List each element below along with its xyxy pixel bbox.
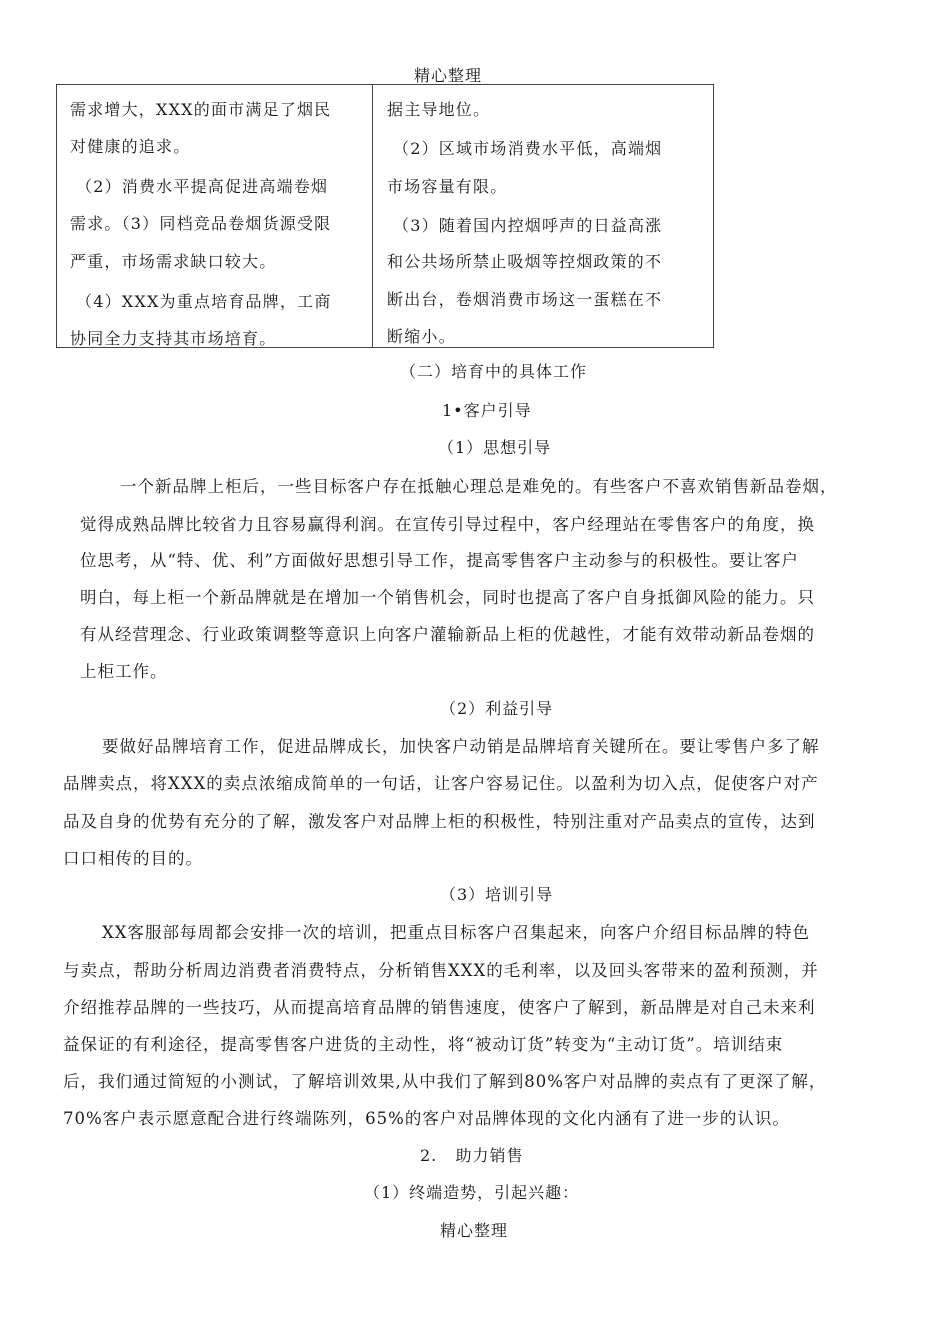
table-cell-line: 需求。（3）同档竞品卷烟货源受限 — [70, 214, 332, 233]
paragraph-line: 与卖点，帮助分析周边消费者消费特点，分析销售XXX的毛利率，以及回头客带来的盈利预测，并 — [63, 961, 819, 980]
paragraph-line: 一个新品牌上柜后，一些目标客户存在抵触心理总是难免的。有些客户不喜欢销售新品卷烟， — [120, 477, 838, 496]
paragraph-line: 觉得成熟品牌比较省力且容易赢得利润。在宣传引导过程中，客户经理站在零售客户的角度，换 — [80, 515, 815, 534]
section-heading: （二）培育中的具体工作 — [400, 362, 588, 381]
subsection-heading: 2. 助力销售 — [420, 1146, 524, 1165]
sub-subsection-heading: （3）培训引导 — [440, 885, 554, 904]
paragraph-line: 明白，每上柜一个新品牌就是在增加一个销售机会，同时也提高了客户自身抵御风险的能力。只 — [80, 588, 815, 607]
table-cell-line: 据主导地位。 — [387, 100, 491, 119]
table-cell-line: 断缩小。 — [387, 327, 456, 346]
paragraph-line: 有从经营理念、行业政策调整等意识上向客户灌输新品上柜的优越性，才能有效带动新品卷烟的 — [80, 625, 815, 644]
table-cell-line: （4）XXX为重点培育品牌，工商 — [76, 292, 332, 311]
table-column-divider — [372, 84, 373, 347]
paragraph-line: 口口相传的目的。 — [63, 849, 203, 868]
paragraph-line: 要做好品牌培育工作，促进品牌成长，加快客户动销是品牌培育关键所在。要让零售户多了解 — [102, 737, 820, 756]
page-header: 精心整理 — [414, 66, 483, 85]
paragraph-line: XX客服部每周都会安排一次的培训，把重点目标客户召集起来，向客户介绍目标品牌的特色 — [102, 923, 810, 942]
table-cell-line: 严重，市场需求缺口较大。 — [70, 252, 277, 271]
paragraph-line: 品牌卖点，将XXX的卖点浓缩成简单的一句话，让客户容易记住。以盈利为切入点，促使客户对产 — [63, 774, 819, 793]
table-cell-line: 对健康的追求。 — [70, 137, 191, 156]
paragraph-line: 介绍推荐品牌的一些技巧，从而提高培育品牌的销售速度，使客户了解到，新品牌是对自己未来利 — [63, 998, 816, 1017]
table-cell-line: （2）消费水平提高促进高端卷烟 — [76, 177, 329, 196]
paragraph-line: 位思考，从“特、优、利”方面做好思想引导工作，提高零售客户主动参与的积极性。要让客户 — [80, 551, 799, 570]
paragraph-line: 品及自身的优势有充分的了解，激发客户对品牌上柜的积极性，特别注重对产品卖点的宣传，达到 — [63, 812, 816, 831]
paragraph-line: 后，我们通过简短的小测试，了解培训效果,从中我们了解到80%客户对品牌的卖点有了更深了解， — [63, 1072, 827, 1091]
table-cell-line: 需求增大，XXX的面市满足了烟民 — [70, 100, 332, 119]
sub-subsection-heading: （1）终端造势，引起兴趣： — [364, 1183, 580, 1202]
table-cell-line: 市场容量有限。 — [387, 177, 508, 196]
table-cell-line: （2）区域市场消费水平低，高端烟 — [393, 139, 663, 158]
paragraph-line: 上柜工作。 — [80, 662, 168, 681]
table-cell-line: 协同全力支持其市场培育。 — [70, 329, 277, 348]
page-footer: 精心整理 — [440, 1221, 509, 1240]
sub-subsection-heading: （1）思想引导 — [438, 438, 552, 457]
table-cell-line: （3）随着国内控烟呼声的日益高涨 — [393, 216, 663, 235]
subsection-heading: 1•客户引导 — [442, 401, 532, 420]
paragraph-line: 益保证的有利途径，提高零售客户进货的主动性，将“被动订货”转变为“主动订货”。培训结束 — [63, 1035, 784, 1054]
table-cell-line: 断出台，卷烟消费市场这一蛋糕在不 — [387, 290, 663, 309]
sub-subsection-heading: （2）利益引导 — [440, 699, 554, 718]
table-cell-line: 和公共场所禁止吸烟等控烟政策的不 — [387, 252, 663, 271]
paragraph-line: 70%客户表示愿意配合进行终端陈列，65%的客户对品牌体现的文化内涵有了进一步的认识。 — [63, 1109, 790, 1128]
